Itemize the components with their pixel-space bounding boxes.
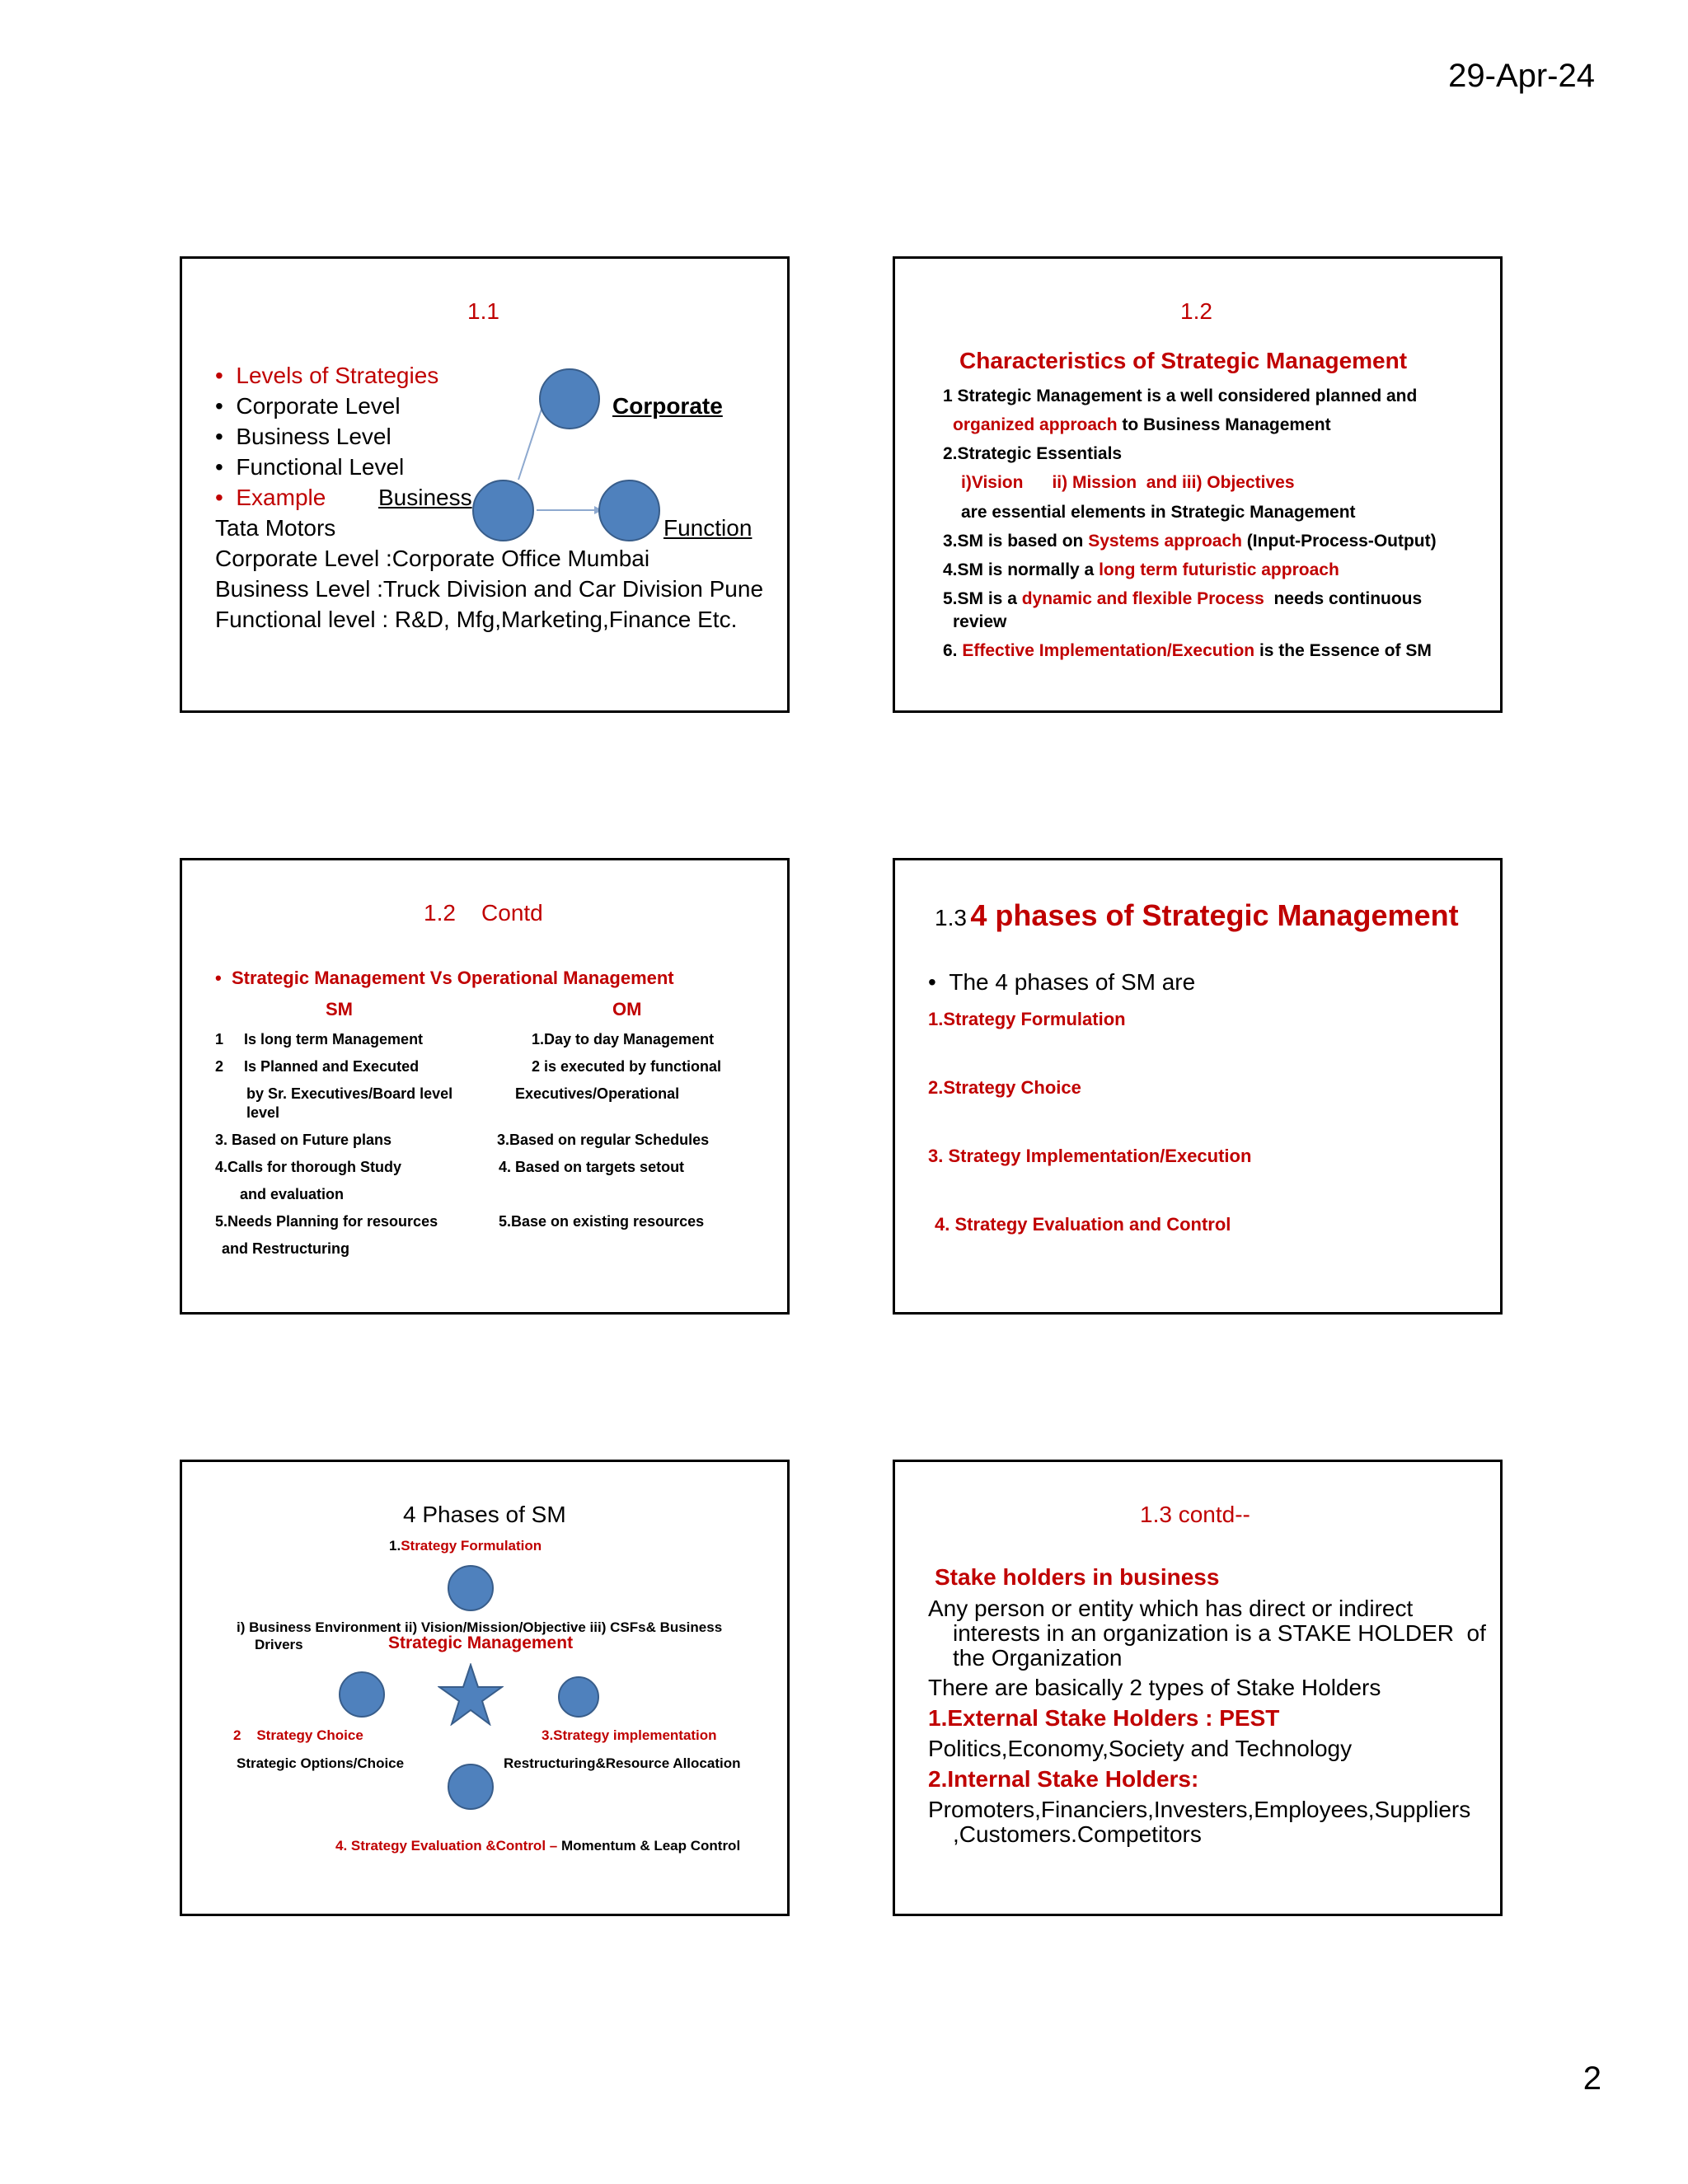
comparison-cell: 4.Calls for thorough Study — [215, 1159, 402, 1175]
text-line: the Organization — [953, 1645, 1123, 1671]
function-circle — [598, 480, 660, 541]
bullet-item: • The 4 phases of SM are — [928, 969, 1196, 995]
slide-heading: Characteristics of Strategic Management — [959, 348, 1408, 373]
comparison-cell: Executives/Operational — [515, 1085, 680, 1102]
slide-1-2-contd — [180, 858, 790, 1315]
formulation-label: 1.Strategy Formulation — [389, 1538, 542, 1554]
text-line: 6. Effective Implementation/Execution is the Essence of SM — [943, 641, 1432, 660]
options-text: Strategic Options/Choice — [237, 1755, 405, 1771]
example-line: Tata Motors — [215, 515, 336, 541]
slide-title: 1.2 — [1180, 298, 1212, 324]
internal-heading: 2.Internal Stake Holders: — [928, 1766, 1199, 1792]
bullet-item: • Business Level — [215, 424, 392, 449]
formulation-circle — [448, 1565, 494, 1611]
om-column-header: OM — [612, 999, 642, 1019]
implementation-label: 3.Strategy implementation — [542, 1727, 717, 1743]
comparison-cell: 1.Day to day Management — [532, 1031, 715, 1047]
comparison-cell: level — [246, 1104, 280, 1121]
text-line: review — [953, 612, 1007, 631]
evaluation-circle — [448, 1764, 494, 1810]
star-icon — [438, 1663, 504, 1726]
comparison-cell: 5.Needs Planning for resources — [215, 1213, 438, 1230]
environment-text: i) Business Environment ii) Vision/Mission/Objective iii) CSFs& Business — [237, 1619, 723, 1635]
example-line: Corporate Level :Corporate Office Mumbai — [215, 546, 650, 571]
slide-title: 1.3 4 phases of Strategic Management — [935, 898, 1459, 932]
slide-1-3 — [893, 858, 1503, 1315]
slide-heading: Stake holders in business — [935, 1564, 1220, 1590]
text-line: interests in an organization is a STAKE HOLDER of — [953, 1620, 1486, 1646]
external-heading: 1.External Stake Holders : PEST — [928, 1705, 1280, 1731]
text-line: There are basically 2 types of Stake Holders — [928, 1675, 1381, 1700]
corporate-circle — [539, 368, 600, 429]
text-line: ,Customers.Competitors — [953, 1821, 1202, 1847]
comparison-cell: 2 is executed by functional — [532, 1058, 722, 1075]
comparison-cell: 1 Is long term Management — [215, 1031, 424, 1047]
phase-item: 3. Strategy Implementation/Execution — [928, 1146, 1252, 1166]
page-date: 29-Apr-24 — [1448, 58, 1595, 94]
choice-circle — [339, 1671, 385, 1718]
slide-title: 1.2 Contd — [424, 900, 543, 926]
text-line: 4.SM is normally a long term futuristic approach — [943, 560, 1339, 579]
slide-title: 1.3 contd-- — [1140, 1502, 1250, 1527]
page-number: 2 — [1582, 2060, 1601, 2097]
bullet-item: • Corporate Level — [215, 393, 401, 419]
sm-column-header: SM — [326, 999, 353, 1019]
text-line: 5.SM is a dynamic and flexible Process needs continuous — [943, 589, 1423, 608]
slide-1-2 — [893, 256, 1503, 713]
phase-item: 4. Strategy Evaluation and Control — [935, 1214, 1231, 1235]
phase-item: 1.Strategy Formulation — [928, 1009, 1126, 1029]
slide-4-phases — [180, 1460, 790, 1916]
bullet-item: • Functional Level — [215, 454, 405, 480]
text-line: 1 Strategic Management is a well considered planned and — [943, 387, 1418, 405]
slide-heading: • Strategic Management Vs Operational Management — [215, 968, 674, 988]
example-line: Business Level :Truck Division and Car Division Pune — [215, 576, 764, 602]
comparison-cell: and Restructuring — [222, 1240, 350, 1257]
business-circle — [472, 480, 534, 541]
comparison-cell: 5.Base on existing resources — [499, 1213, 705, 1230]
slide-title: 1.1 — [467, 298, 499, 324]
comparison-cell: 3.Based on regular Schedules — [497, 1132, 710, 1148]
text-line: 3.SM is based on Systems approach (Input-Process-Output) — [943, 532, 1437, 551]
bullet-item: • Example — [215, 485, 326, 510]
corporate-label: Corporate — [612, 393, 723, 419]
center-label: Strategic Management — [388, 1633, 574, 1652]
implementation-circle — [558, 1676, 599, 1718]
environment-text: Drivers — [255, 1637, 303, 1652]
function-label: Function — [663, 515, 753, 541]
text-line: are essential elements in Strategic Management — [961, 503, 1356, 522]
evaluation-label: 4. Strategy Evaluation &Control – Momentum & Leap Control — [335, 1838, 741, 1854]
text-line: i)Vision ii) Mission and iii) Objectives — [961, 473, 1295, 492]
slide-1-3-contd — [893, 1460, 1503, 1916]
phase-item: 2.Strategy Choice — [928, 1077, 1081, 1098]
example-line: Functional level : R&D, Mfg,Marketing,Finance Etc. — [215, 607, 738, 632]
restructuring-text: Restructuring&Resource Allocation — [504, 1755, 741, 1771]
comparison-cell: and evaluation — [240, 1186, 345, 1202]
comparison-cell: 3. Based on Future plans — [215, 1132, 392, 1148]
choice-label: 2 Strategy Choice — [233, 1727, 363, 1743]
slide-1-1 — [180, 256, 790, 713]
slide-title: 4 Phases of SM — [403, 1502, 566, 1527]
bullet-item: • Levels of Strategies — [215, 363, 439, 388]
text-line: Promoters,Financiers,Investers,Employees,Suppliers — [928, 1797, 1471, 1822]
comparison-cell: 4. Based on targets setout — [499, 1159, 685, 1175]
text-line: organized approach to Business Management — [953, 415, 1331, 434]
text-line: Politics,Economy,Society and Technology — [928, 1736, 1353, 1761]
comparison-cell: 2 Is Planned and Executed — [215, 1058, 420, 1075]
comparison-cell: by Sr. Executives/Board level — [246, 1085, 453, 1102]
text-line: 2.Strategic Essentials — [943, 444, 1123, 463]
business-label: Business — [378, 485, 472, 510]
text-line: Any person or entity which has direct or indirect — [928, 1596, 1414, 1621]
